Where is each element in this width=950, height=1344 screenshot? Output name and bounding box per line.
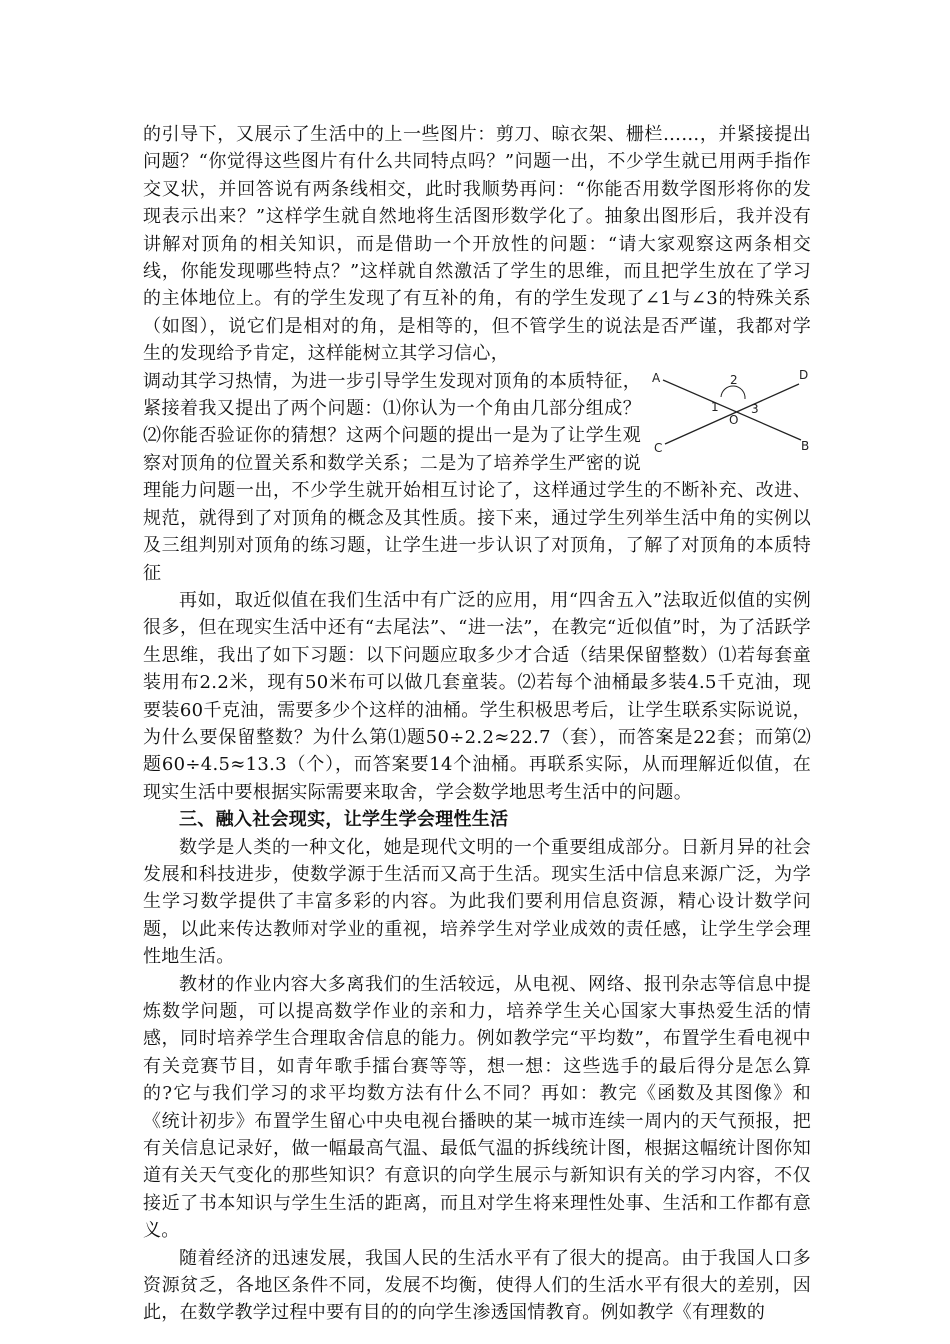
line-ab: [663, 380, 801, 440]
label-a: A: [652, 370, 661, 385]
label-b: B: [801, 438, 810, 453]
document-page: [143, 121, 811, 1327]
label-c: C: [654, 440, 663, 454]
paragraph-4: 教材的作业内容大多离我们的生活较远，从电视、网络、报刊杂志等信息中提炼数学问题，可以提高数学作业的亲和力，培养学生关心国家大事热爱生活的情感，同时培养学生合理取舍信息的能力。例如教学完“平均数”，布置学生看电视中有关竞赛节目，如青年歌手擂台赛等等，想一想：这些选手的最后得分是怎么算的?它与我们学习的求平均数方法有什么不同？再如：教完《函数及其图像》和《统计初步》布置学生留心中央电视台播映的某一城市连续一周内的天气预报，把有关信息记录好，做一幅最高气温、最低气温的拆线统计图，根据这幅统计图你知道有关天气变化的那些知识？有意识的向学生展示与新知识有关的学习内容，不仅接近了书本知识与学生生活的距离，而且对学生将来理性处事、生活和工作都有意义。: [143, 973, 811, 1242]
label-d: D: [799, 369, 809, 382]
paragraph-5: 随着经济的迅速发展，我国人民的生活水平有了很大的提高。由于我国人口多资源贫乏，各地区条件不同，发展不均衡，使得人们的生活水平有很大的差别，因此，在数学教学过程中要有目的的向学生渗透国情教育。例如教学《有理数的: [143, 1247, 811, 1324]
intersecting-lines-diagram: [651, 370, 811, 454]
paragraph-2: 再如，取近似值在我们生活中有广泛的应用，用“四舍五入”法取近似值的实例很多，但在现实生活中还有“去尾法”、“进一法”，在教完“近似值”时，为了活跃学生思维，我出了如下习题：以下问题应取多少才合适（结果保留整数）⑴若每套童装用布2.2米，现有50米布可以做几套童装。⑵若每个油桶最多装4.5千克油，现要装60千克油，需要多少个这样的油桶。学生积极思考后，让学生联系实际说说，为什么要保留整数？为什么第⑴题50÷2.2≈22.7（套），而答案是22套；而第⑵题60÷4.5≈13.3（个），而答案要14个油桶。再联系实际，从而理解近似值，在现实生活中要根据实际需要来取舍，学会数学地思考生活中的问题。: [143, 589, 811, 803]
paragraph-1-start: 的引导下，又展示了生活中的上一些图片：剪刀、晾衣架、栅栏……，并紧接提出问题？“你觉得这些图片有什么共同特点吗？”问题一出，不少学生就已用两手指作交叉状，并回答说有两条线相交，此时我顺势再问：“你能否用数学图形将你的发现表示出来？”这样学生就自然地将生活图形数学化了。抽象出图形后，我并没有讲解对顶角的相关知识，而是借助一个开放性的问题：“请大家观察这两条相交线，你能发现哪些特点？”这样就自然激活了学生的思维，而且把学生放在了学习的主体地位上。有的学生发现了有互补的角，有的学生发现了∠1与∠3的特殊关系（如图），说它们是相对的角，是相等的，但不管学生的说法是否严谨，我都对学生的发现给予肯定，这样能树立其学习信心，: [143, 124, 811, 365]
label-angle-1: 1: [711, 399, 719, 414]
intersecting-lines-figure: [651, 370, 811, 454]
paragraph-3: 数学是人类的一种文化，她是现代文明的一个重要组成部分。日新月异的社会发展和科技进步，使数学源于生活而又高于生活。现实生活中信息来源广泛，为学生学习数学提供了丰富多彩的内容。为此我们要利用信息资源，精心设计数学问题，以此来传达教师对学业的重视，培养学生对学业成效的责任感，让学生学会理性地生活。: [143, 836, 811, 968]
label-angle-3: 3: [751, 401, 759, 416]
angle-2-arc: [721, 386, 745, 399]
label-angle-2: 2: [730, 372, 738, 387]
label-o: O: [729, 412, 739, 427]
section-heading-3: 三、融入社会现实，让学生学会理性生活: [179, 809, 509, 831]
paragraph-1-continued: 调动其学习热情，为进一步引导学生发现对顶角的本质特征，紧接着我又提出了两个问题：⑴你认为一个角由几部分组成？⑵你能否验证你的猜想？这两个问题的提出一是为了让学生观察对顶角的位置关系和数学关系；二是为了培养学生严密的说理能力问题一出，不少学生就开始相互讨论了，这样通过学生的不断补充、改进、规范，就得到了对顶角的概念及其性质。接下来，通过学生列举生活中角的实例以及三组判别对顶角的练习题，让学生进一步认识了对顶角，了解了对顶角的本质特征: [143, 370, 811, 584]
